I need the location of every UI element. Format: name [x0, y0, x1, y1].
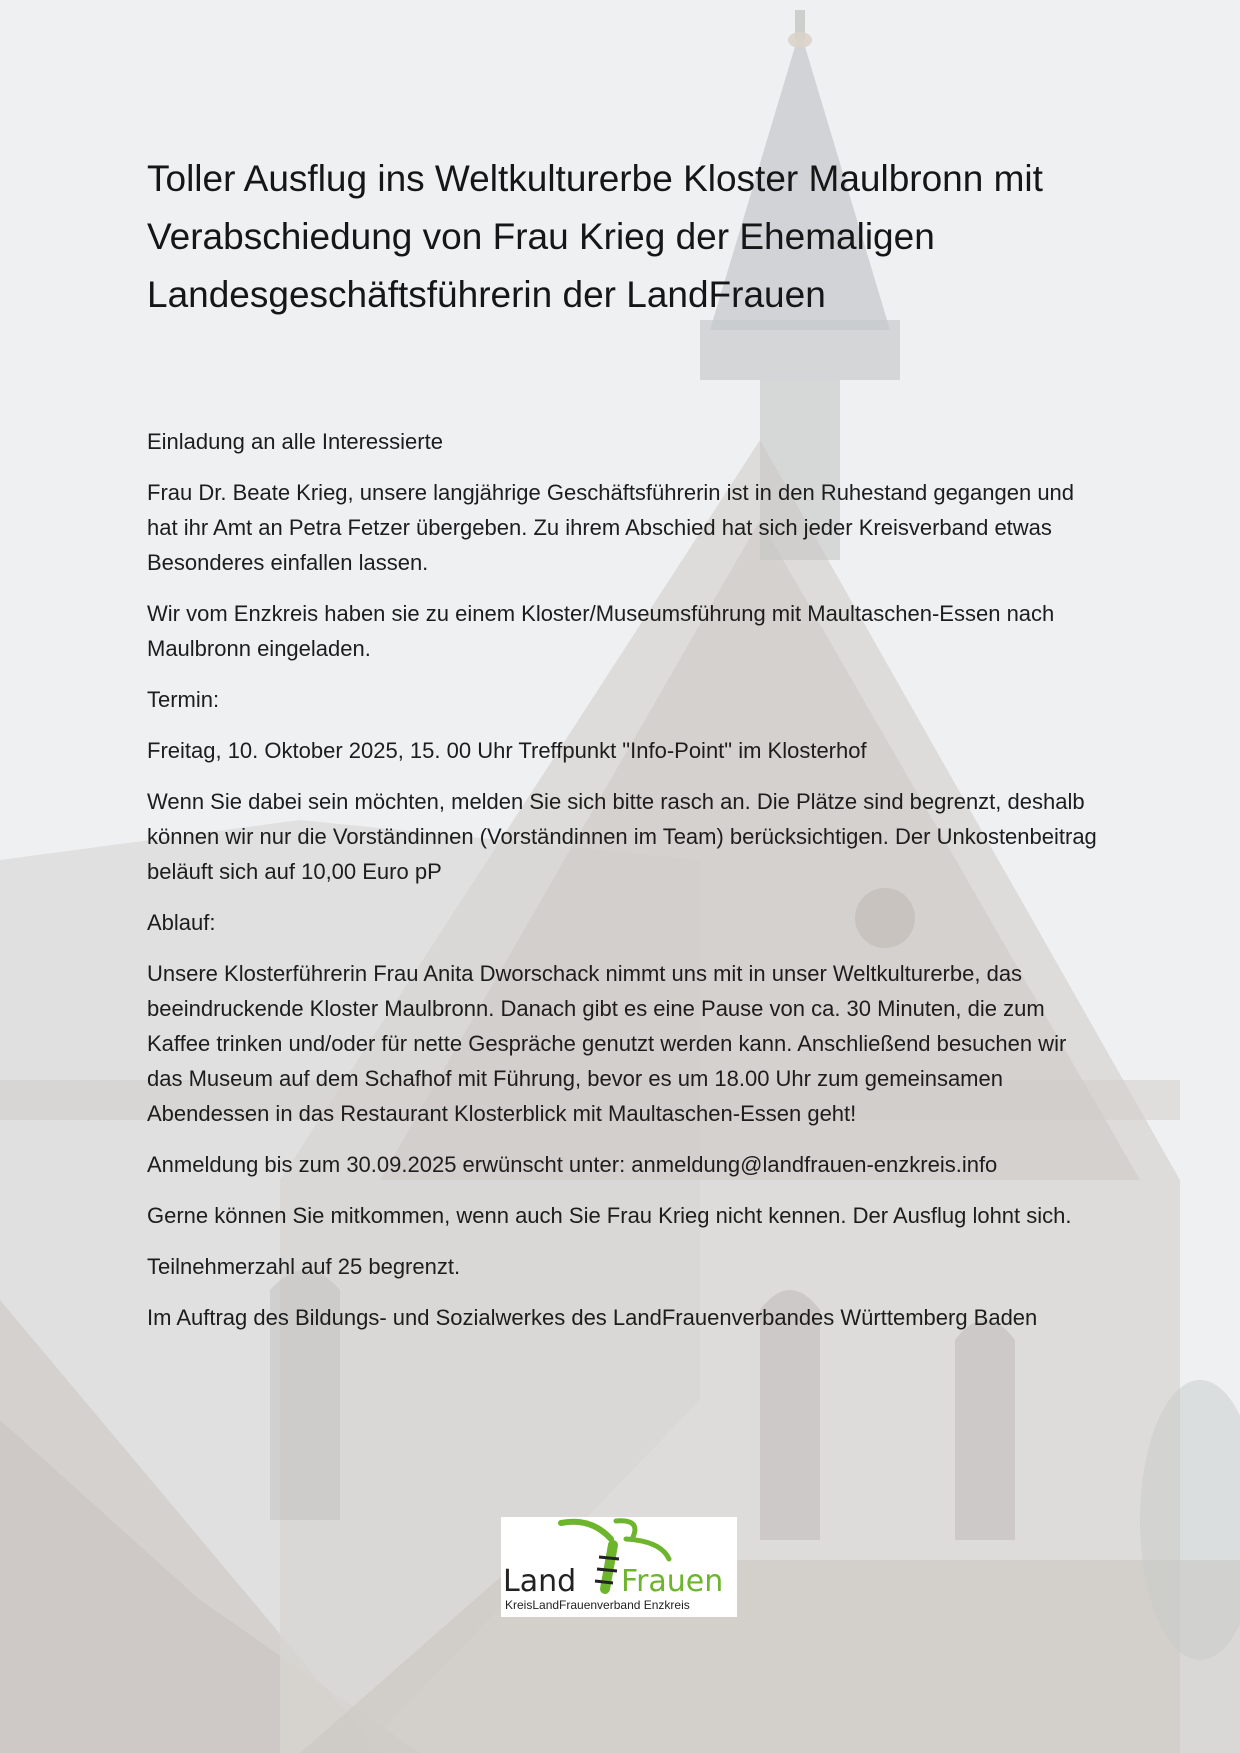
paragraph-enzkreis: Wir vom Enzkreis haben sie zu einem Kloster/Museumsführung mit Maultaschen-Essen nach Maulbronn eingeladen. [147, 601, 1055, 661]
content-area [147, 150, 1107, 1351]
logo-word-land: Land [503, 1564, 577, 1599]
paragraph-auftrag: Im Auftrag des Bildungs- und Sozialwerkes des LandFrauenverbandes Württemberg Baden [147, 1305, 1038, 1330]
paragraph-ablauf-label: Ablauf: [147, 910, 216, 935]
page-title: Toller Ausflug ins Weltkulturerbe Kloster Maulbronn mit Verabschiedung von Frau Krieg der Ehemaligen Landesgeschäftsführerin der LandFrauen [147, 158, 1043, 315]
paragraph-welcome: Gerne können Sie mitkommen, wenn auch Sie Frau Krieg nicht kennen. Der Ausflug lohnt sich. [147, 1203, 1072, 1228]
paragraph-registration-note: Wenn Sie dabei sein möchten, melden Sie sich bitte rasch an. Die Plätze sind begrenzt, deshalb können wir nur die Vorständinnen (Vorständinnen im Team) berücksichtigen. Der Unkostenbeitrag beläuft sich auf 10,00 Euro pP [147, 789, 1097, 884]
paragraph-ablauf: Unsere Klosterführerin Frau Anita Dworschack nimmt uns mit in unser Weltkulturerbe, das beeindruckende Kloster Maulbronn. Danach gibt es eine Pause von ca. 30 Minuten, die zum Kaffee trinken und/oder für nette Gespräche genutzt werden kann. Anschließend besuchen wir das Museum auf dem Schafhof mit Führung, bevor es um 18.00 Uhr zum gemeinsamen Abendessen in das Restaurant Klosterblick mit Maultaschen-Essen geht! [147, 961, 1067, 1126]
paragraph-participants: Teilnehmerzahl auf 25 begrenzt. [147, 1254, 461, 1279]
paragraph-termin-date: Freitag, 10. Oktober 2025, 15. 00 Uhr Treffpunkt "Info-Point" im Klosterhof [147, 738, 867, 763]
paragraph-anmeldung: Anmeldung bis zum 30.09.2025 erwünscht unter: anmeldung@landfrauen-enzkreis.info [147, 1152, 998, 1177]
logo-word-frauen: Frauen [621, 1564, 724, 1599]
logo-subtitle: KreisLandFrauenverband Enzkreis [505, 1598, 690, 1612]
paragraph-invitation: Einladung an alle Interessierte [147, 429, 443, 454]
paragraph-termin-label: Termin: [147, 687, 220, 712]
landfrauen-logo [501, 1517, 737, 1617]
body-text [147, 424, 1107, 1335]
paragraph-intro: Frau Dr. Beate Krieg, unsere langjährige Geschäftsführerin ist in den Ruhestand gegangen und hat ihr Amt an Petra Fetzer übergeben. Zu ihrem Abschied hat sich jeder Kreisverband etwas Besonderes einfallen lassen. [147, 480, 1075, 575]
